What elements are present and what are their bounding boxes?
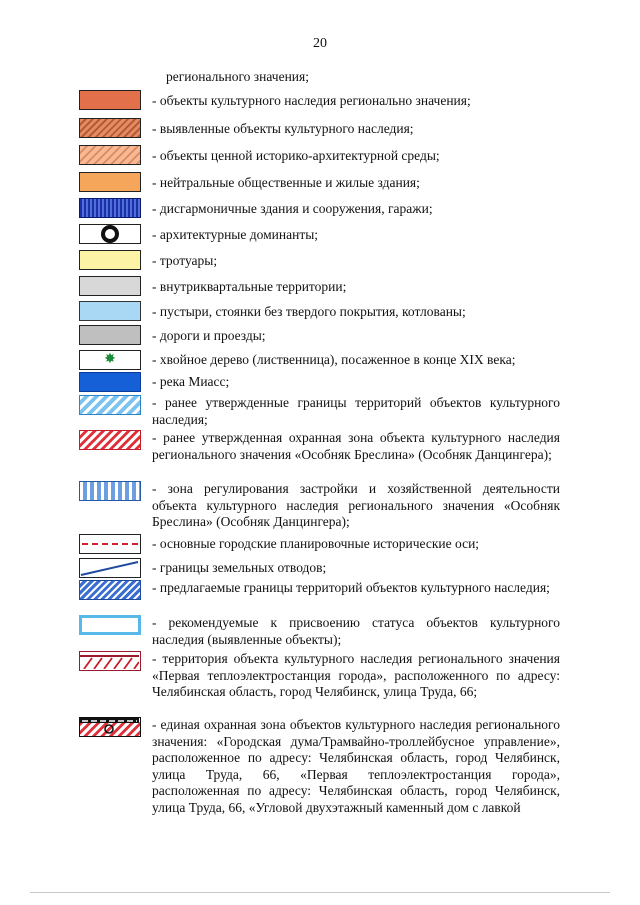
sidewalks-swatch <box>79 250 141 270</box>
recommended-objects-swatch <box>79 615 141 635</box>
land-allotment-swatch <box>79 558 141 578</box>
tree-icon: ✸ <box>104 352 116 367</box>
legend-text: - зона регулирования застройки и хозяйственной деятельности объекта культурного наследия регионального значения «Особняк Бреслина» (Особняк Данцингера); <box>152 481 560 529</box>
intra-quarter-swatch <box>79 276 141 296</box>
ring-icon <box>101 225 119 243</box>
legend-text: - ранее утвержденная охранная зона объекта культурного наследия регионального значения «Особняк Бреслина» (Особняк Данцингера); <box>152 430 560 462</box>
page-bottom-rule <box>30 892 610 893</box>
legend-text: - тротуары; <box>152 253 218 268</box>
axis-line <box>82 543 138 545</box>
river-swatch <box>79 372 141 392</box>
unified-zone-swatch <box>79 717 141 737</box>
legend-text: - архитектурные доминанты; <box>152 227 319 242</box>
wasteland-swatch <box>79 301 141 321</box>
legend-text: - границы земельных отводов; <box>152 560 327 575</box>
legend-text: - дороги и проезды; <box>152 328 266 343</box>
territory-hatch-icon <box>80 652 139 669</box>
legend-text: - предлагаемые границы территорий объектов культурного наследия; <box>152 580 550 595</box>
legend-text: - ранее утвержденные границы территорий объектов культурного наследия; <box>152 395 560 427</box>
regional-objects-swatch <box>79 90 141 110</box>
protection-zone-swatch <box>79 430 141 450</box>
legend-text: - единая охранная зона объектов культурного наследия регионального значения: «Городская дума/Трамвайно-троллейбусное управление», расположенное по адресу: Челябинская область, город Челябинск, улица Труда, 66, «Первая теплоэлектростанция города», расположенная по адресу: Челябинская область, город Челябинск, улица Труда, 66, «Угловой двухэтажный каменный дом с лавкой <box>152 717 560 815</box>
legend-text: - пустыри, стоянки без твердого покрытия, котлованы; <box>152 304 466 319</box>
legend-text: - выявленные объекты культурного наследия; <box>152 121 414 136</box>
legend-text: - основные городские планировочные исторические оси; <box>152 536 480 551</box>
legend-text: - хвойное дерево (лиственница), посаженное в конце XIX века; <box>152 352 516 367</box>
legend-text: - рекомендуемые к присвоению статуса объектов культурного наследия (выявленные объекты); <box>152 615 560 647</box>
unified-zone-icon <box>80 718 139 735</box>
disharmonic-buildings-swatch <box>79 198 141 218</box>
page-number: 20 <box>313 36 327 51</box>
proposed-boundaries-swatch <box>79 580 141 600</box>
historic-env-swatch <box>79 145 141 165</box>
legend-text: - объекты культурного наследия регионально значения; <box>152 93 471 108</box>
architectural-dominant-swatch <box>79 224 141 244</box>
legend-text: - нейтральные общественные и жилые здания; <box>152 175 420 190</box>
roads-swatch <box>79 325 141 345</box>
approved-boundaries-swatch <box>79 395 141 415</box>
neutral-buildings-swatch <box>79 172 141 192</box>
territory-object-swatch <box>79 651 141 671</box>
regulation-zone-swatch <box>79 481 141 501</box>
legend-text: - внутриквартальные территории; <box>152 279 347 294</box>
continuation-text: регионального значения; <box>166 69 309 84</box>
legend-text: - река Миасс; <box>152 374 230 389</box>
allotment-line-icon <box>80 559 139 576</box>
planning-axes-swatch <box>79 534 141 554</box>
legend-text: - дисгармоничные здания и сооружения, гаражи; <box>152 201 433 216</box>
legend-text: - объекты ценной историко-архитектурной среды; <box>152 148 440 163</box>
legend-text: - территория объекта культурного наследия регионального значения «Первая теплоэлектростанция города», расположенного по адресу: Челябинская область, город Челябинск, улица Труда, 66; <box>152 651 560 699</box>
identified-objects-swatch <box>79 118 141 138</box>
conifer-tree-swatch <box>79 350 141 370</box>
